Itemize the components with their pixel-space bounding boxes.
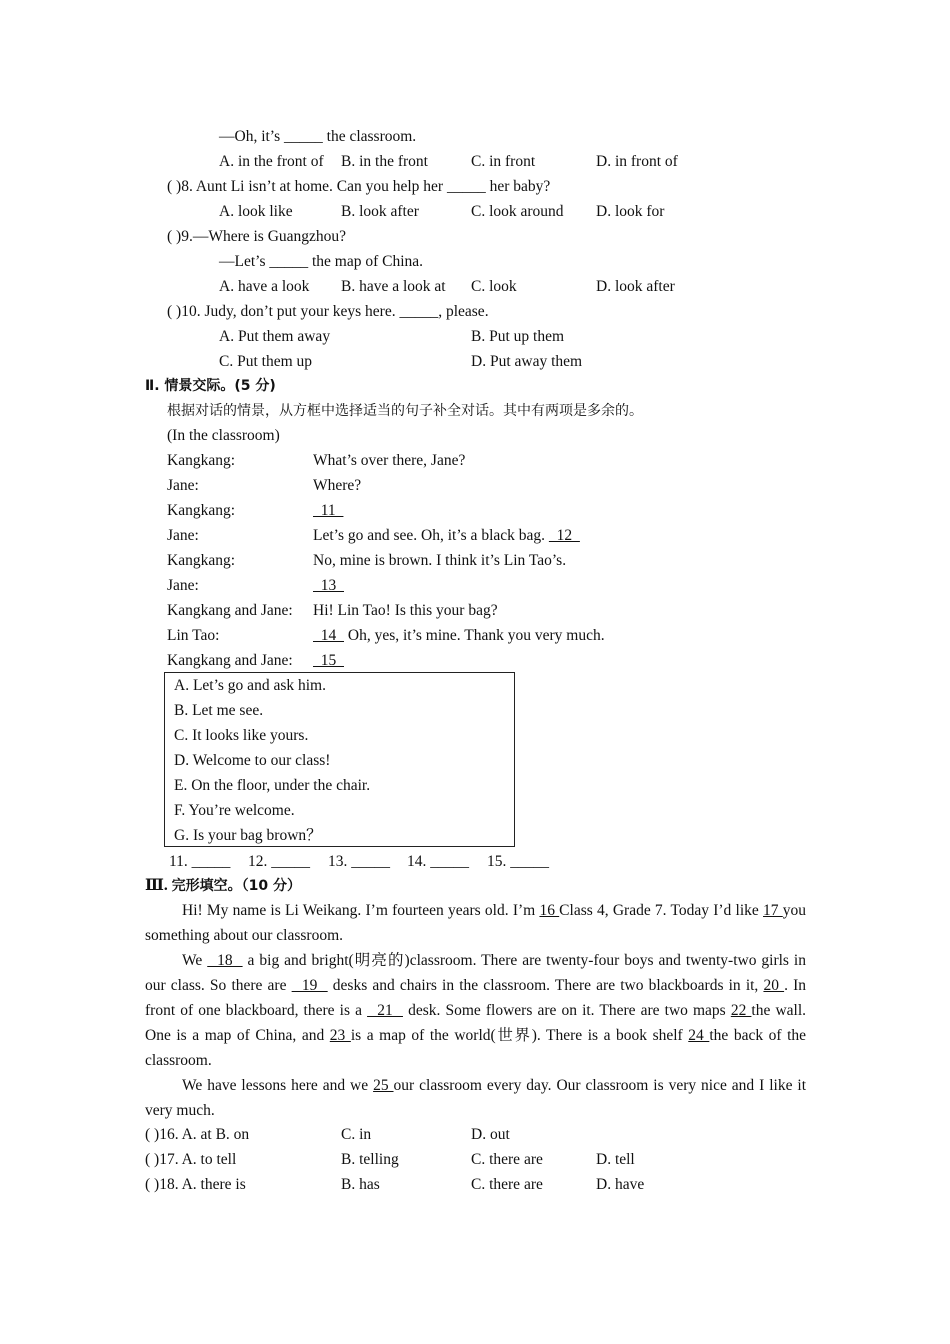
utterance <box>313 626 605 646</box>
choice-g: G. Is your bag brown？ <box>174 827 322 844</box>
q9-stem: ( )9.—Where is Guangzhou? <box>167 228 347 245</box>
utterance <box>313 576 344 596</box>
utterance <box>313 476 361 496</box>
blank-15[interactable]: 15 <box>313 652 344 669</box>
speaker: Kangkang: <box>167 552 236 569</box>
blank-11[interactable]: 11 <box>313 502 344 519</box>
section2-setting: (In the classroom) <box>167 427 280 444</box>
cloze-text: Class 4, Grade 7. Today I’d like <box>559 902 764 919</box>
utterance-text: No, mine is brown. I think it’s Lin Tao’s. <box>313 552 567 569</box>
choice-f: F. You’re welcome. <box>174 802 295 819</box>
cloze-blank-23[interactable]: 23 <box>329 1027 351 1044</box>
answer-14[interactable]: 14. _____ <box>407 853 469 870</box>
q7-option-d: D. in front of <box>596 153 678 170</box>
cloze-blank-19[interactable]: 19 <box>291 977 328 994</box>
q10-option-d: D. Put away them <box>471 353 583 370</box>
cloze-q18-option-b: B. has <box>341 1176 380 1193</box>
cloze-text: . In front of one blackboard, there is a <box>145 977 807 1019</box>
speaker: Jane: <box>167 527 199 544</box>
cloze-q17-stem: ( )17. A. to tell <box>145 1151 237 1168</box>
section3-number: Ⅲ. <box>145 877 172 894</box>
answer-11[interactable]: 11. _____ <box>169 853 231 870</box>
utterance-text: Hi! Lin Tao! Is this your bag? <box>313 602 498 619</box>
choice-d: D. Welcome to our class! <box>174 752 331 769</box>
cloze-blank-24[interactable]: 24 <box>688 1027 710 1044</box>
cloze-q18-option-d: D. have <box>596 1176 645 1193</box>
q9-option-b: B. have a look at <box>341 278 446 295</box>
cloze-text: our classroom every day. Our classroom is very nice and I like it very much. <box>145 1077 807 1119</box>
cloze-q17-option-c: C. there are <box>471 1151 543 1168</box>
utterance-text: What’s over there, Jane? <box>313 452 466 469</box>
cloze-blank-25[interactable]: 25 <box>373 1077 394 1094</box>
cloze-q16-option-c: C. in <box>341 1126 372 1143</box>
q8-option-a: A. look like <box>219 203 293 220</box>
cloze-text: We <box>182 952 208 969</box>
q10-option-a: A. Put them away <box>219 328 331 345</box>
choice-e: E. On the floor, under the chair. <box>174 777 371 794</box>
q8-option-d: D. look for <box>596 203 665 220</box>
q7-option-c: C. in front <box>471 153 536 170</box>
cloze-blank-22[interactable]: 22 <box>730 1002 752 1019</box>
answer-12[interactable]: 12. _____ <box>248 853 310 870</box>
speaker: Jane: <box>167 477 199 494</box>
utterance <box>313 501 343 521</box>
cloze-text: is a map of the world(世界). There is a book shelf <box>350 1027 689 1044</box>
cloze-q16-option-d: D. out <box>471 1126 510 1143</box>
cloze-text: a big and bright(明亮的)classroom. There are twenty-four boys and twenty-two girls in our class. So there are <box>145 952 806 994</box>
speaker: Kangkang and Jane: <box>167 652 293 669</box>
section3-title: 完形填空。（10 分） <box>171 878 301 894</box>
speaker: Lin Tao: <box>167 627 220 644</box>
cloze-blank-18[interactable]: 18 <box>207 952 243 969</box>
cloze-blank-17[interactable]: 17 <box>763 902 783 919</box>
cloze-paragraph-1 <box>145 898 806 948</box>
cloze-blank-16[interactable]: 16 <box>539 902 560 919</box>
q8-stem: ( )8. Aunt Li isn’t at home. Can you help her _____ her baby? <box>167 178 551 195</box>
q9-option-a: A. have a look <box>219 278 310 295</box>
speaker: Jane: <box>167 577 199 594</box>
answer-15[interactable]: 15. _____ <box>487 853 549 870</box>
q7-option-b: B. in the front <box>341 153 428 170</box>
choice-c: C. It looks like yours. <box>174 727 309 744</box>
cloze-text: you something about our classroom. <box>145 902 806 944</box>
utterance-text: Let’s go and see. Oh, it’s a black bag. <box>313 527 549 544</box>
q10-option-b: B. Put up them <box>471 328 565 345</box>
cloze-blank-20[interactable]: 20 <box>763 977 785 994</box>
blank-13[interactable]: 13 <box>313 577 344 594</box>
q9-option-c: C. look <box>471 278 517 295</box>
utterance <box>313 651 344 671</box>
cloze-q16-stem: ( )16. A. at B. on <box>145 1126 250 1143</box>
cloze-text: the back of the classroom. <box>145 1027 807 1069</box>
blank-14[interactable]: 14 <box>313 627 344 644</box>
answer-13[interactable]: 13. _____ <box>328 853 390 870</box>
utterance-text: Where? <box>313 477 362 494</box>
q7-dialog-line: —Oh, it’s _____ the classroom. <box>219 128 417 145</box>
section3-heading <box>145 876 301 896</box>
section2-instruction: 根据对话的情景，从方框中选择适当的句子补全对话。其中有两项是多余的。 <box>167 403 643 419</box>
speaker: Kangkang and Jane: <box>167 602 293 619</box>
utterance <box>313 451 465 471</box>
cloze-q18-stem: ( )18. A. there is <box>145 1176 246 1193</box>
cloze-text: desk. Some flowers are on it. There are two maps <box>402 1002 731 1019</box>
cloze-text: the wall. One is a map of China, and <box>145 1002 807 1044</box>
q10-option-c: C. Put them up <box>219 353 313 370</box>
utterance-text: Oh, yes, it’s mine. Thank you very much. <box>344 627 605 644</box>
q10-stem: ( )10. Judy, don’t put your keys here. _____, please. <box>167 303 489 320</box>
cloze-blank-21[interactable]: 21 <box>367 1002 403 1019</box>
q9-option-d: D. look after <box>596 278 675 295</box>
speaker: Kangkang: <box>167 452 236 469</box>
speaker: Kangkang: <box>167 502 236 519</box>
cloze-q17-option-d: D. tell <box>596 1151 635 1168</box>
choice-b: B. Let me see. <box>174 702 264 719</box>
cloze-paragraph-2 <box>145 948 806 1073</box>
blank-12[interactable]: 12 <box>548 527 580 544</box>
cloze-text: Hi! My name is Li Weikang. I’m fourteen years old. I’m <box>182 902 540 919</box>
section2-heading: Ⅱ. 情景交际。(5 分) <box>145 378 276 394</box>
utterance <box>313 601 498 621</box>
cloze-q18-option-c: C. there are <box>471 1176 543 1193</box>
utterance <box>313 551 566 571</box>
utterance <box>313 526 580 546</box>
q9-dialog-line: —Let’s _____ the map of China. <box>219 253 424 270</box>
cloze-paragraph-3 <box>145 1073 806 1123</box>
cloze-text: desks and chairs in the classroom. There are two blackboards in it, <box>327 977 764 994</box>
cloze-q17-option-b: B. telling <box>341 1151 399 1168</box>
q8-option-c: C. look around <box>471 203 564 220</box>
q7-option-a: A. in the front of <box>219 153 324 170</box>
choice-a: A. Let’s go and ask him. <box>174 677 326 694</box>
cloze-text: We have lessons here and we <box>182 1077 374 1094</box>
q8-option-b: B. look after <box>341 203 419 220</box>
